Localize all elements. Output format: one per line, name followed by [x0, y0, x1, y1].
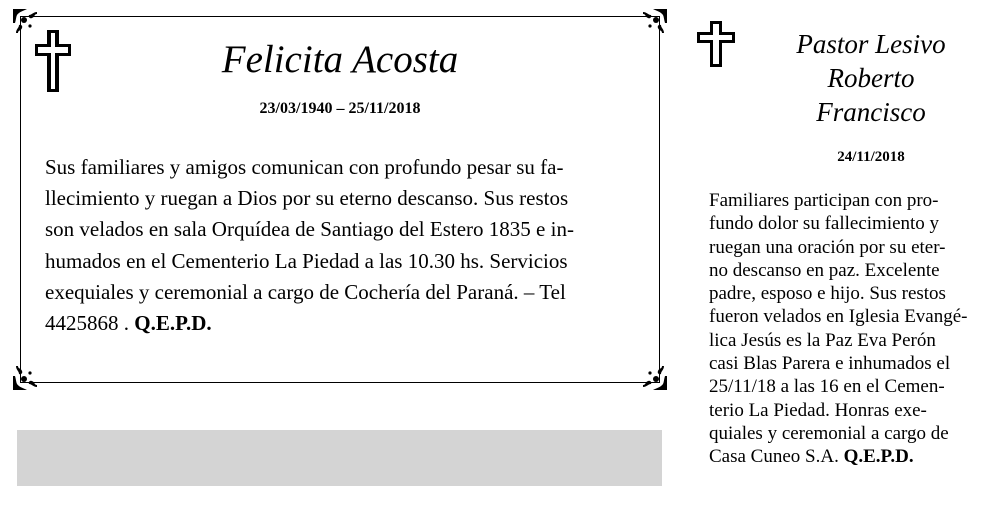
- phone-text: 4425868 .: [45, 311, 135, 336]
- body-line: padre, esposo e hijo. Sus restos: [709, 283, 946, 305]
- body-line: fundo dolor su fallecimiento y: [709, 213, 940, 235]
- cross-icon: [697, 21, 735, 67]
- corner-ornament-icon: [13, 362, 41, 390]
- corner-ornament-icon: [639, 9, 667, 37]
- body-line-last: [709, 445, 984, 468]
- body-line-last: [45, 308, 655, 339]
- qepd-label: Q.E.P.D.: [843, 446, 914, 468]
- qepd-label: Q.E.P.D.: [134, 311, 212, 336]
- placeholder-bar: [17, 430, 662, 486]
- body-line: humados en el Cementerio La Piedad a las 10.30 hs. Servicios: [45, 248, 568, 273]
- life-dates: 23/03/1940 – 25/11/2018: [259, 100, 421, 117]
- body-line: lica Jesús es la Paz Eva Perón: [709, 329, 936, 351]
- body-line: terio La Piedad. Honras exe-: [709, 399, 927, 421]
- body-line: casi Blas Parera e inhumados el: [709, 353, 951, 375]
- body-line: exequiales y ceremonial a cargo de Cochería del Paraná. – Tel: [45, 279, 566, 304]
- body-line: quiales y ceremonial a cargo de: [709, 422, 949, 444]
- body-line: Sus familiares y amigos comunican con profundo pesar su fa-: [45, 155, 564, 179]
- body-line: 25/11/18 a las 16 en el Cemen-: [709, 376, 945, 398]
- body-line: ruegan una oración por su eter-: [709, 236, 946, 258]
- body-line: fueron velados en Iglesia Evangé-: [709, 306, 968, 328]
- name-line: Francisco: [816, 97, 926, 127]
- corner-ornament-icon: [639, 362, 667, 390]
- notice-body: [709, 189, 984, 469]
- death-date: 24/11/2018: [837, 149, 905, 165]
- body-line: no descanso en paz. Excelente: [709, 259, 940, 281]
- company-text: Casa Cuneo S.A.: [709, 446, 844, 468]
- notice-body: [45, 152, 655, 339]
- name-line: Pastor Lesivo: [796, 29, 946, 59]
- body-line: Familiares participan con pro-: [709, 190, 939, 211]
- body-line: llecimiento y ruegan a Dios por su eterno descanso. Sus restos: [45, 186, 569, 211]
- name-line: Roberto: [827, 63, 915, 93]
- body-line: son velados en sala Orquídea de Santiago del Estero 1835 e in-: [45, 217, 574, 242]
- deceased-name: [742, 27, 1000, 129]
- obituary-notice-felicita-acosta: [13, 9, 667, 390]
- deceased-name: Felicita Acosta: [221, 38, 459, 81]
